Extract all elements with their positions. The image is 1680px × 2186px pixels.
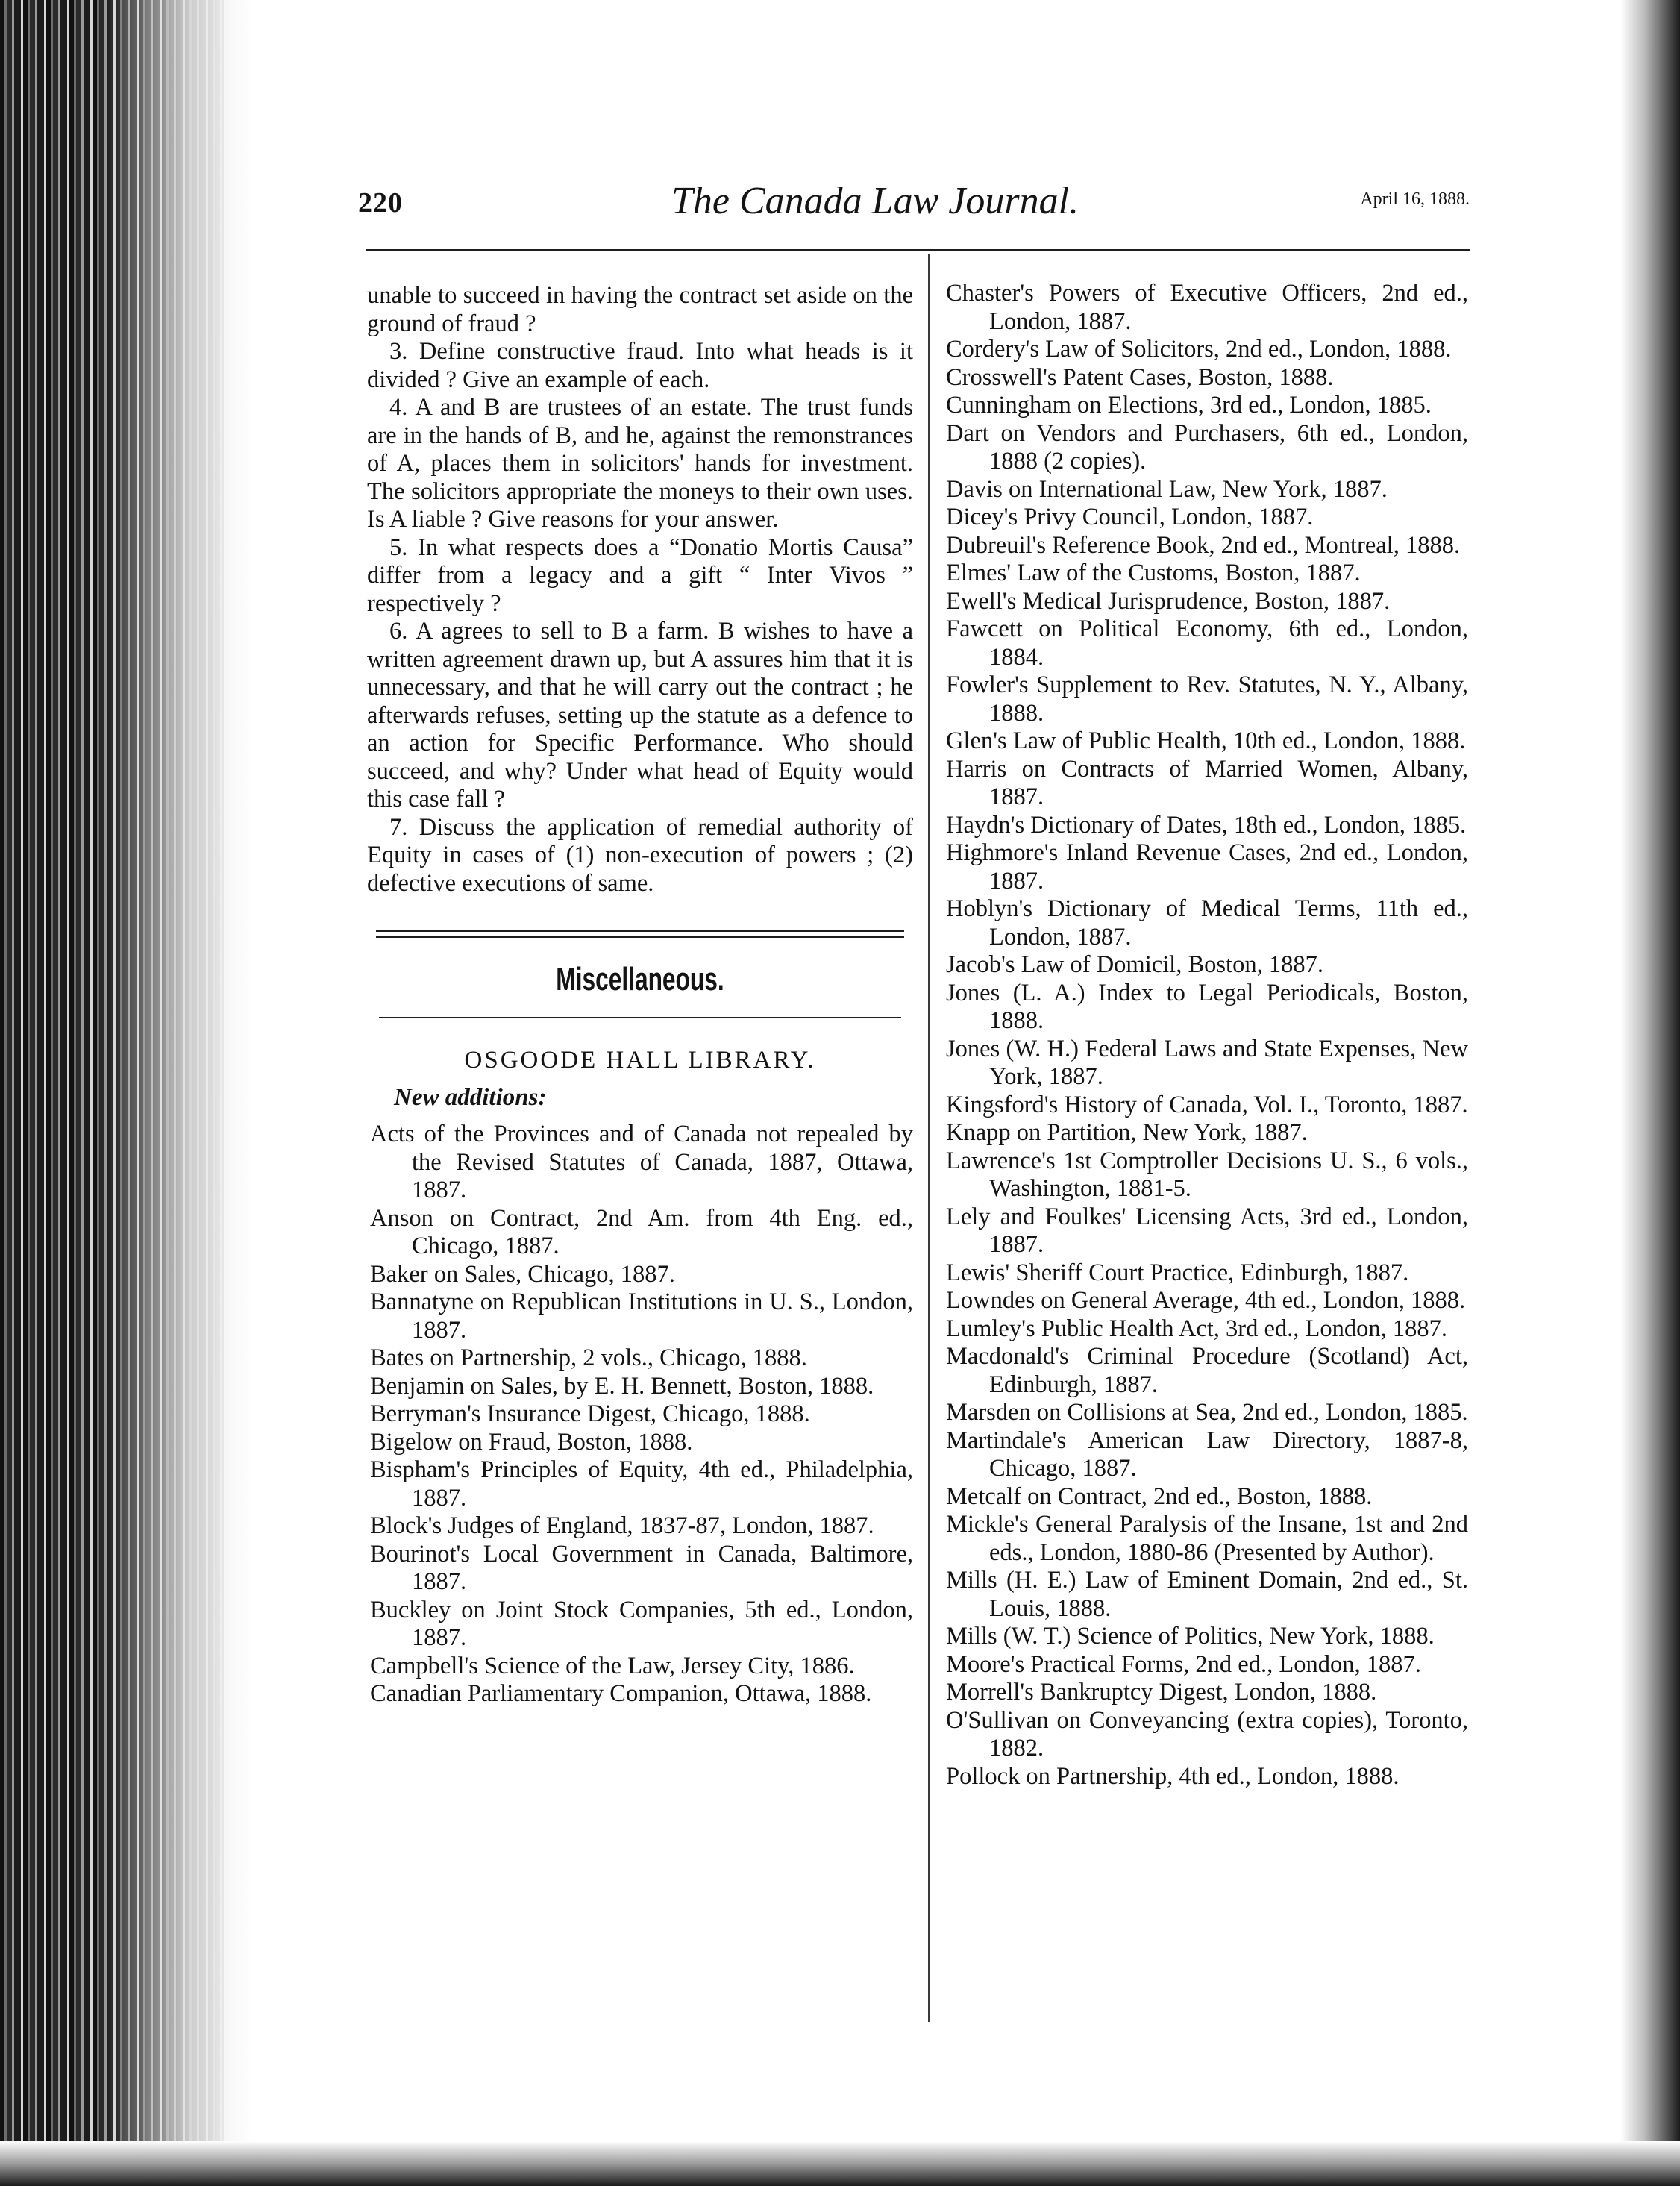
library-entry: Dubreuil's Reference Book, 2nd ed., Montreal, 1888. (946, 531, 1461, 559)
library-list-left (367, 1121, 913, 1709)
library-entry: Davis on International Law, New York, 1887. (946, 475, 1388, 503)
library-entry: Jones (L. A.) Index to Legal Periodicals, Boston, 1888. (946, 979, 1468, 1034)
library-entry: Lowndes on General Average, 4th ed., London, 1888. (946, 1287, 1466, 1314)
library-entry: Knapp on Partition, New York, 1887. (946, 1119, 1308, 1146)
library-entry: Dart on Vendors and Purchasers, 6th ed., London, 1888 (2 copies). (946, 419, 1468, 475)
library-entry: Benjamin on Sales, by E. H. Bennett, Boston, 1888. (370, 1372, 874, 1400)
library-entry: Kingsford's History of Canada, Vol. I., Toronto, 1887. (946, 1091, 1468, 1118)
library-entry: Metcalf on Contract, 2nd ed., Boston, 1888. (946, 1482, 1373, 1510)
question-4: 4. A and B are trustees of an estate. The trust funds are in the hands of B, and he, against the remonstrances of A, places them in solicitors' hands for investment. The solicitors appropriate the moneys to their own uses. Is A liable ? Give reasons for your answer. (367, 394, 913, 533)
library-entry: Lumley's Public Health Act, 3rd ed., London, 1887. (946, 1315, 1448, 1342)
library-entry: Haydn's Dictionary of Dates, 18th ed., London, 1885. (946, 811, 1467, 839)
question-6: 6. A agrees to sell to B a farm. B wishes to have a written agreement drawn up, but A assures him that it is unnecessary, and that he will carry out the contract ; he afterwards refuses, setting up the statute as a defence to an action for Specific Performance. Who should succeed, and why? Under what head of Equity would this case fall ? (367, 618, 913, 812)
left-column (367, 282, 913, 1709)
library-entry: Mills (W. T.) Science of Politics, New York, 1888. (946, 1623, 1435, 1650)
question-text: unable to succeed in having the contract set aside on the ground of fraud ? (367, 282, 913, 337)
library-entry: Ewell's Medical Jurisprudence, Boston, 1887. (946, 587, 1391, 615)
scan-bottom-edge (0, 2141, 1680, 2186)
library-entry: Martindale's American Law Directory, 1887-8, Chicago, 1887. (946, 1426, 1468, 1482)
library-entry: Campbell's Science of the Law, Jersey City, 1886. (370, 1652, 855, 1679)
library-entry: Acts of the Provinces and of Canada not repealed by the Revised Statutes of Canada, 1887, Ottawa, 1887. (370, 1121, 913, 1203)
page-number: 220 (358, 187, 403, 219)
library-list-right (946, 280, 1468, 1791)
library-entry: Fawcett on Political Economy, 6th ed., London, 1884. (946, 616, 1468, 671)
journal-title: The Canada Law Journal. (671, 180, 1079, 222)
column-divider (928, 254, 930, 2022)
library-entry: Bourinot's Local Government in Canada, Baltimore, 1887. (370, 1540, 913, 1595)
scan-spine-fade (104, 0, 254, 2186)
library-entry: Glen's Law of Public Health, 10th ed., London, 1888. (946, 727, 1466, 754)
new-additions-label: New additions: (394, 1083, 547, 1111)
header-rule (366, 249, 1470, 251)
library-entry: Buckley on Joint Stock Companies, 5th ed., London, 1887. (370, 1596, 913, 1651)
library-entry: Bannatyne on Republican Institutions in U. S., London, 1887. (370, 1288, 913, 1344)
library-entry: Block's Judges of England, 1837-87, London, 1887. (370, 1512, 874, 1539)
library-entry: Lely and Foulkes' Licensing Acts, 3rd ed., London, 1887. (946, 1203, 1468, 1258)
library-entry: Highmore's Inland Revenue Cases, 2nd ed., London, 1887. (946, 839, 1468, 895)
library-entry: Bates on Partnership, 2 vols., Chicago, 1888. (370, 1344, 807, 1371)
library-entry: Marsden on Collisions at Sea, 2nd ed., London, 1885. (946, 1399, 1468, 1426)
library-entry: Fowler's Supplement to Rev. Statutes, N. Y., Albany, 1888. (946, 671, 1468, 727)
library-entry: Dicey's Privy Council, London, 1887. (946, 504, 1314, 530)
library-entry: Mills (H. E.) Law of Eminent Domain, 2nd ed., St. Louis, 1888. (946, 1567, 1468, 1622)
running-header (358, 179, 1470, 224)
scan-right-edge (1620, 0, 1680, 2186)
library-entry: Lawrence's 1st Comptroller Decisions U. S., 6 vols., Washington, 1881-5. (946, 1147, 1468, 1202)
library-entry: Canadian Parliamentary Companion, Ottawa, 1888. (370, 1680, 872, 1707)
library-entry: Jones (W. H.) Federal Laws and State Expenses, New York, 1887. (946, 1035, 1468, 1090)
section-title: Miscellaneous. (556, 961, 724, 998)
library-entry: Morrell's Bankruptcy Digest, London, 1888. (946, 1679, 1377, 1706)
section-rule (379, 1017, 901, 1018)
library-entry: Hoblyn's Dictionary of Medical Terms, 11th ed., London, 1887. (946, 895, 1468, 950)
library-entry: Jacob's Law of Domicil, Boston, 1887. (946, 951, 1323, 978)
library-entry: Harris on Contracts of Married Women, Albany, 1887. (946, 755, 1468, 810)
library-entry: Lewis' Sheriff Court Practice, Edinburgh, 1887. (946, 1259, 1409, 1286)
library-entry: Macdonald's Criminal Procedure (Scotland) Act, Edinburgh, 1887. (946, 1343, 1468, 1398)
library-entry: Pollock on Partnership, 4th ed., London, 1888. (946, 1762, 1400, 1790)
library-heading: OSGOODE HALL LIBRARY. (464, 1047, 816, 1074)
section-double-rule (376, 930, 904, 938)
question-5: 5. In what respects does a “Donatio Mortis Causa” differ from a legacy and a gift “ Inter Vivos ” respectively ? (367, 533, 913, 617)
library-entry: Bigelow on Fraud, Boston, 1888. (370, 1428, 693, 1456)
library-entry: Elmes' Law of the Customs, Boston, 1887. (946, 560, 1361, 586)
library-entry: Mickle's General Paralysis of the Insane, 1st and 2nd eds., London, 1880-86 (Presented by Author). (946, 1511, 1468, 1566)
question-3: 3. Define constructive fraud. Into what heads is it divided ? Give an example of each. (367, 338, 913, 393)
library-entry: Baker on Sales, Chicago, 1887. (370, 1260, 675, 1288)
library-entry: Anson on Contract, 2nd Am. from 4th Eng. ed., Chicago, 1887. (370, 1204, 913, 1259)
library-entry: Cunningham on Elections, 3rd ed., London, 1885. (946, 392, 1432, 419)
right-column (946, 280, 1468, 1791)
question-7: 7. Discuss the application of remedial authority of Equity in cases of (1) non-execution of powers ; (2) defective executions of same. (367, 813, 913, 897)
library-entry: Chaster's Powers of Executive Officers, 2nd ed., London, 1887. (946, 280, 1468, 335)
library-entry: Moore's Practical Forms, 2nd ed., London, 1887. (946, 1650, 1421, 1678)
library-entry: Cordery's Law of Solicitors, 2nd ed., London, 1888. (946, 336, 1452, 363)
library-entry: O'Sullivan on Conveyancing (extra copies), Toronto, 1882. (946, 1706, 1468, 1761)
issue-date: April 16, 1888. (1360, 190, 1470, 209)
library-entry: Crosswell's Patent Cases, Boston, 1888. (946, 363, 1334, 391)
library-entry: Berryman's Insurance Digest, Chicago, 1888. (370, 1400, 810, 1427)
library-entry: Bispham's Principles of Equity, 4th ed., Philadelphia, 1887. (370, 1456, 913, 1512)
exam-questions (367, 282, 913, 898)
